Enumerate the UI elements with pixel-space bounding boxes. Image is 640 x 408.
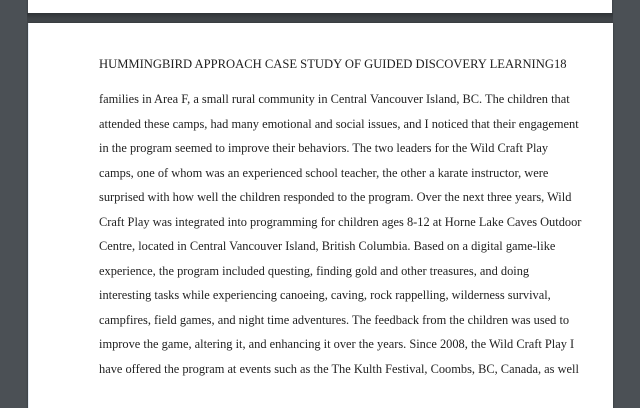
text-line: families in Area F, a small rural community in Central Vancouver Island, BC. The children that	[99, 92, 570, 106]
text-line: interesting tasks while experiencing canoeing, caving, rock rappelling, wilderness survival,	[99, 288, 551, 302]
text-line: surprised with how well the children responded to the program. Over the next three years, Wild	[99, 190, 572, 204]
text-line: experience, the program included questing, finding gold and other treasures, and doing	[99, 263, 530, 278]
page-separator	[27, 13, 613, 23]
text-line: have offered the program at events such as the The Kulth Festival, Coombs, BC, Canada, as well	[99, 361, 579, 376]
page-number: 18	[553, 57, 567, 71]
text-line: Craft Play was integrated into programming for children ages 8-12 at Horne Lake Caves Outdoor	[99, 214, 582, 229]
running-header	[99, 57, 567, 72]
body-paragraph	[99, 91, 582, 385]
text-line: attended these camps, had many emotional and social issues, and I noticed that their engagement	[99, 116, 579, 131]
text-line: improve the game, altering it, and enhancing it over the years. Since 2008, the Wild Craft Play I	[99, 337, 575, 351]
text-line: campfires, field games, and night time adventures. The feedback from the children was used to	[99, 312, 570, 327]
document-page	[28, 23, 613, 408]
text-line: in the program seemed to improve their behaviors. The two leaders for the Wild Craft Play	[99, 141, 549, 155]
running-title: HUMMINGBIRD APPROACH CASE STUDY OF GUIDED DISCOVERY LEARNING	[99, 57, 554, 71]
previous-page-bottom	[28, 0, 612, 13]
text-line: Centre, located in Central Vancouver Island, British Columbia. Based on a digital game-like	[99, 239, 556, 253]
text-line: camps, one of whom was an experienced school teacher, the other a karate instructor, were	[99, 165, 549, 180]
